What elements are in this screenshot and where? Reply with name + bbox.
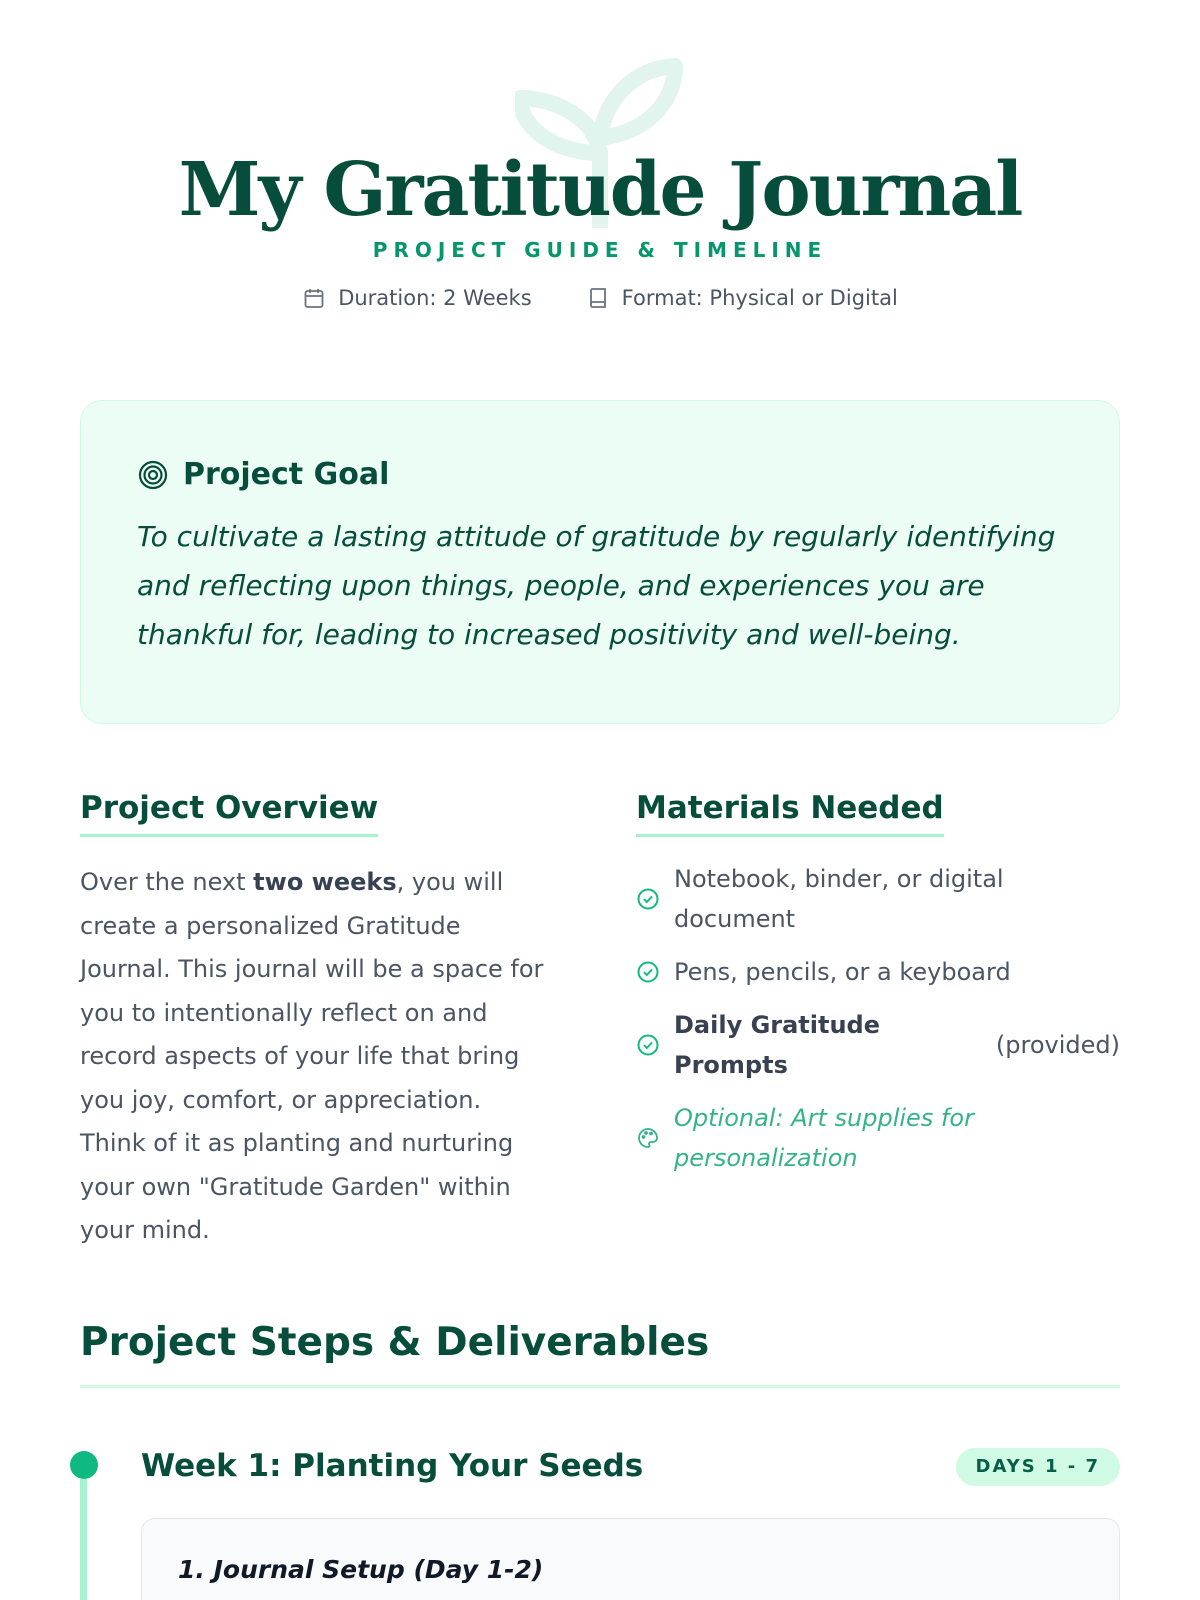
overview-text-emphasis: two weeks [253,868,397,896]
week-1-badge: DAYS 1 - 7 [956,1448,1120,1486]
check-circle-icon [636,887,660,911]
page-subtitle: PROJECT GUIDE & TIMELINE [372,238,828,262]
material-item [636,1005,1120,1085]
material-label: Pens, pencils, or a keyboard [674,958,1011,986]
check-circle-icon [636,960,660,984]
book-icon [586,286,610,310]
format-meta [586,286,898,310]
duration-text: Duration: 2 Weeks [338,286,532,310]
materials-needed [636,790,1120,1191]
project-overview-text [80,861,550,1253]
project-goal-text: To cultivate a lasting attitude of gratitude by regularly identifying and reflecting upon things, people, and experiences you are thankful for, leading to increased positivity and well-being. [137,520,1056,651]
format-text: Format: Physical or Digital [621,286,898,310]
project-steps-heading: Project Steps & Deliverables [80,1320,1120,1388]
calendar-icon [302,286,326,310]
project-goal-heading: Project Goal [183,457,390,492]
material-item [636,859,1120,939]
project-overview-heading: Project Overview [80,790,378,837]
material-label-bold: Daily Gratitude Prompts [674,1011,881,1079]
material-note: (provided) [995,1031,1120,1059]
overview-text-rest: , you will create a personalized Gratitude Journal. This journal will be a space for you to intentionally reflect on and record aspects of your life that bring you joy, comfort, or appreciation. Think of it as planting and nurturing your own "Gratitude Garden" within your mind. [80,868,544,1244]
page-header [0,0,1200,380]
project-goal-card [80,400,1120,724]
palette-icon [636,1126,660,1150]
page-title: My Gratitude Journal [178,147,1022,233]
project-goal-header [137,457,1063,492]
material-label: Optional: Art supplies for personalization [674,1104,974,1172]
step-card [141,1518,1120,1600]
materials-heading: Materials Needed [636,790,944,837]
material-item-optional [636,1098,1120,1178]
duration-meta [302,286,531,310]
check-circle-icon [636,1033,660,1057]
target-icon [137,459,169,491]
materials-list [636,859,1120,1178]
project-overview [80,790,550,1253]
material-label-group [674,1005,1120,1085]
material-item [636,952,1120,992]
week-1-title: Week 1: Planting Your Seeds [141,1448,644,1484]
material-label: Notebook, binder, or digital document [674,865,1004,933]
step-title: 1. Journal Setup (Day 1-2) [178,1555,544,1584]
timeline-line [80,1479,87,1600]
timeline-dot [70,1451,98,1479]
overview-text-start: Over the next [80,868,254,896]
project-meta [0,286,1200,310]
project-steps [80,1320,1120,1388]
